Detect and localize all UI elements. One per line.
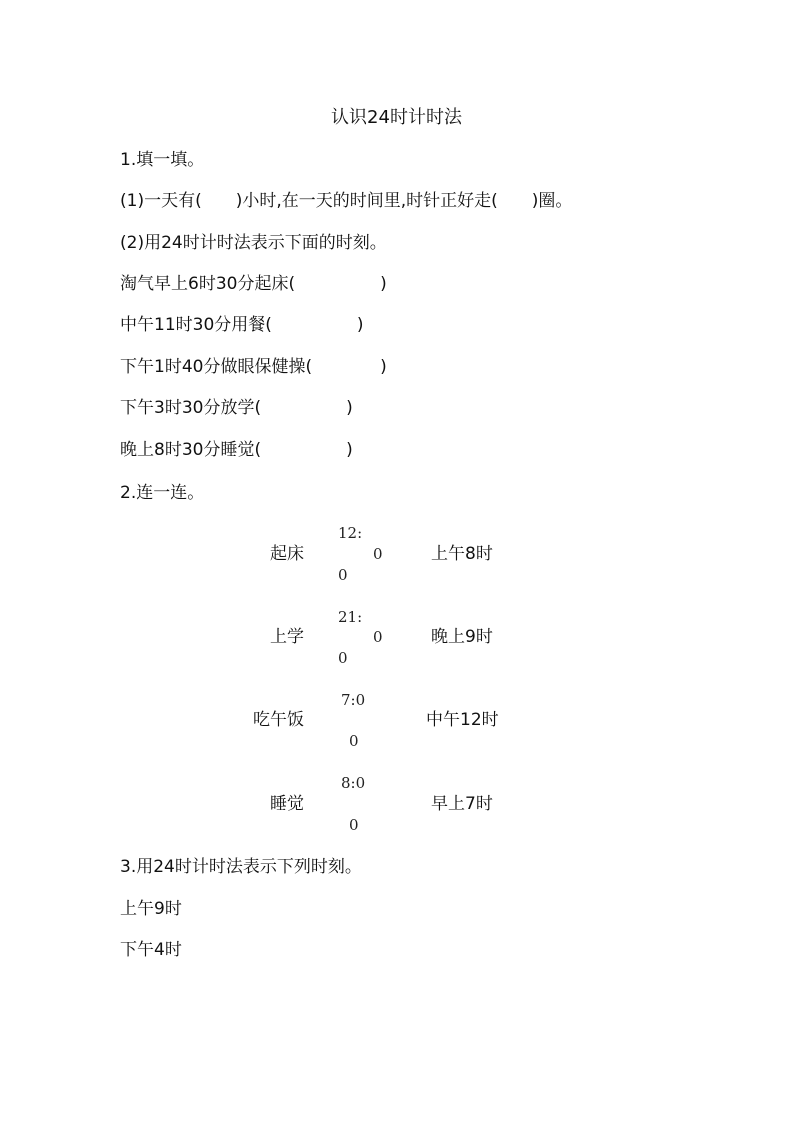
match-time-top: 21: bbox=[338, 608, 363, 626]
match-time-bottom: 0 bbox=[349, 816, 359, 834]
match-time-mid: 0 bbox=[373, 628, 383, 646]
match-activity: 上学 bbox=[270, 627, 304, 647]
match-time-bottom: 0 bbox=[349, 732, 359, 750]
match-clock-time: 晚上9时 bbox=[431, 627, 493, 647]
match-time-top: 8:0 bbox=[341, 774, 366, 792]
question-1-item: 晚上8时30分睡觉( ) bbox=[120, 440, 353, 460]
question-3-item: 上午9时 bbox=[120, 899, 182, 919]
question-2-heading: 2.连一连。 bbox=[120, 483, 205, 503]
question-1-heading: 1.填一填。 bbox=[120, 150, 205, 170]
page-title: 认识24时计时法 bbox=[331, 107, 462, 128]
match-activity: 睡觉 bbox=[270, 794, 304, 814]
question-3-item: 下午4时 bbox=[120, 940, 182, 960]
match-clock-time: 上午8时 bbox=[431, 544, 493, 564]
match-clock-time: 中午12时 bbox=[426, 710, 499, 730]
match-time-top: 12: bbox=[338, 524, 363, 542]
question-1-item: 下午3时30分放学( ) bbox=[120, 398, 353, 418]
match-activity: 吃午饭 bbox=[253, 710, 304, 730]
match-clock-time: 早上7时 bbox=[431, 794, 493, 814]
question-3-heading: 3.用24时计时法表示下列时刻。 bbox=[120, 857, 362, 877]
match-time-bottom: 0 bbox=[338, 649, 348, 667]
match-time-top: 7:0 bbox=[341, 691, 366, 709]
match-activity: 起床 bbox=[270, 544, 304, 564]
question-1-item: 中午11时30分用餐( ) bbox=[120, 315, 364, 335]
question-1-part-2: (2)用24时计时法表示下面的时刻。 bbox=[120, 233, 387, 253]
question-1-item: 下午1时40分做眼保健操( ) bbox=[120, 357, 387, 377]
question-1-part-1: (1)一天有( )小时,在一天的时间里,时针正好走( )圈。 bbox=[120, 191, 573, 211]
match-time-bottom: 0 bbox=[338, 566, 348, 584]
question-1-item: 淘气早上6时30分起床( ) bbox=[120, 274, 387, 294]
match-time-mid: 0 bbox=[373, 545, 383, 563]
